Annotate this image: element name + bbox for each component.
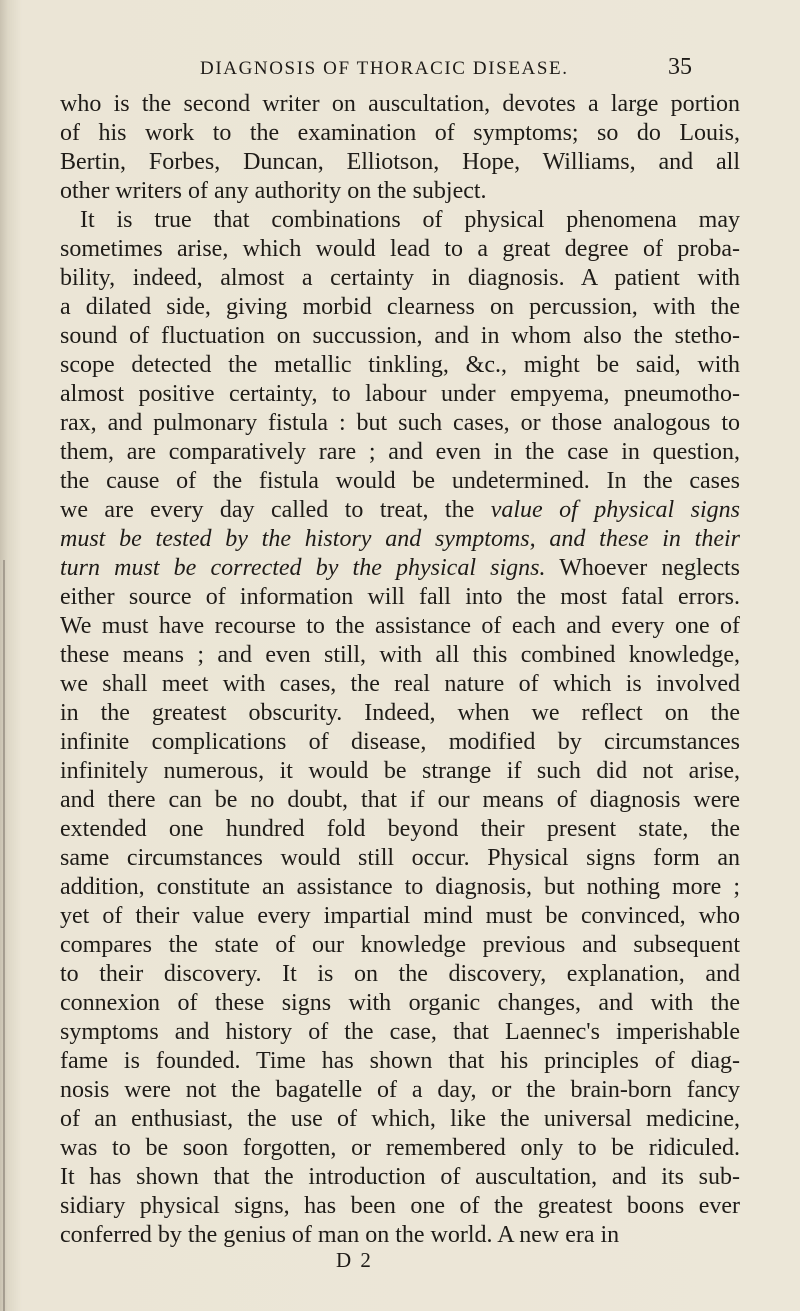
- text-line: of an enthusiast, the use of which, like the universal medicine,: [60, 1106, 740, 1132]
- text-line: we shall meet with cases, the real nature of which is involved: [60, 671, 740, 697]
- binding-gutter-shadow: [3, 560, 5, 1311]
- text-line: was to be soon forgotten, or remembered only to be ridiculed.: [60, 1135, 740, 1161]
- text-line: sometimes arise, which would lead to a great degree of proba-: [60, 236, 740, 262]
- text-line: [60, 525, 740, 554]
- text-line: yet of their value every impartial mind must be convinced, who: [60, 903, 740, 929]
- text-run: we are every day called to treat, the: [60, 497, 491, 523]
- text-line: a dilated side, giving morbid clearness on percussion, with the: [60, 294, 740, 320]
- text-line: who is the second writer on auscultation, devotes a large portion: [60, 91, 740, 117]
- text-line: extended one hundred fold beyond their present state, the: [60, 816, 740, 842]
- text-line: them, are comparatively rare ; and even in the case in question,: [60, 439, 740, 465]
- signature-mark: D 2: [336, 1248, 373, 1272]
- text-run: Whoever neglects: [545, 555, 740, 581]
- text-line: bility, indeed, almost a certainty in diagnosis. A patient with: [60, 265, 740, 291]
- text-line: of his work to the examination of symptoms; so do Louis,: [60, 120, 740, 146]
- text-line: infinite complications of disease, modified by circumstances: [60, 729, 740, 755]
- text-line: We must have recourse to the assistance of each and every one of: [60, 613, 740, 639]
- italic-run: value of physical signs: [490, 497, 741, 523]
- text-line: the cause of the fistula would be undetermined. In the cases: [60, 468, 740, 494]
- text-line: sound of fluctuation on succussion, and in whom also the stetho-: [60, 323, 740, 349]
- running-title: DIAGNOSIS OF THORACIC DISEASE.: [200, 58, 569, 79]
- text-line: It is true that combinations of physical phenomena may: [80, 207, 740, 233]
- text-line: infinitely numerous, it would be strange if such did not arise,: [60, 758, 740, 784]
- italic-run: must be tested by the history and symptoms, and these in their: [60, 526, 740, 552]
- text-line: almost positive certainty, to labour under empyema, pneumotho-: [60, 381, 740, 407]
- italic-run: turn must be corrected by the physical signs.: [60, 555, 546, 581]
- text-line: and there can be no doubt, that if our means of diagnosis were: [60, 787, 740, 813]
- text-line: other writers of any authority on the subject.: [60, 178, 487, 204]
- text-line: rax, and pulmonary fistula : but such cases, or those analogous to: [60, 410, 740, 436]
- text-line: fame is founded. Time has shown that his principles of diag-: [60, 1048, 740, 1074]
- text-line: symptoms and history of the case, that Laennec's imperishable: [60, 1019, 740, 1045]
- text-line: these means ; and even still, with all this combined knowledge,: [60, 642, 740, 668]
- text-line: to their discovery. It is on the discovery, explanation, and: [60, 961, 740, 987]
- text-line: [60, 496, 740, 525]
- text-line: It has shown that the introduction of auscultation, and its sub-: [60, 1164, 740, 1190]
- running-head: [0, 54, 800, 88]
- text-line: conferred by the genius of man on the world. A new era in: [60, 1222, 620, 1248]
- text-line: nosis were not the bagatelle of a day, or the brain-born fancy: [60, 1077, 740, 1103]
- text-line: scope detected the metallic tinkling, &c., might be said, with: [60, 352, 740, 378]
- text-line: Bertin, Forbes, Duncan, Elliotson, Hope, Williams, and all: [60, 149, 740, 175]
- body-text: [60, 90, 740, 1250]
- text-line: sidiary physical signs, has been one of the greatest boons ever: [60, 1193, 740, 1219]
- text-line: either source of information will fall into the most fatal errors.: [60, 584, 740, 610]
- text-line: compares the state of our knowledge previous and subsequent: [60, 932, 740, 958]
- text-line: same circumstances would still occur. Physical signs form an: [60, 845, 740, 871]
- text-line: in the greatest obscurity. Indeed, when we reflect on the: [60, 700, 740, 726]
- text-line: addition, constitute an assistance to diagnosis, but nothing more ;: [60, 874, 740, 900]
- text-line: [60, 554, 740, 583]
- text-line: connexion of these signs with organic changes, and with the: [60, 990, 740, 1016]
- page-number: 35: [668, 54, 692, 80]
